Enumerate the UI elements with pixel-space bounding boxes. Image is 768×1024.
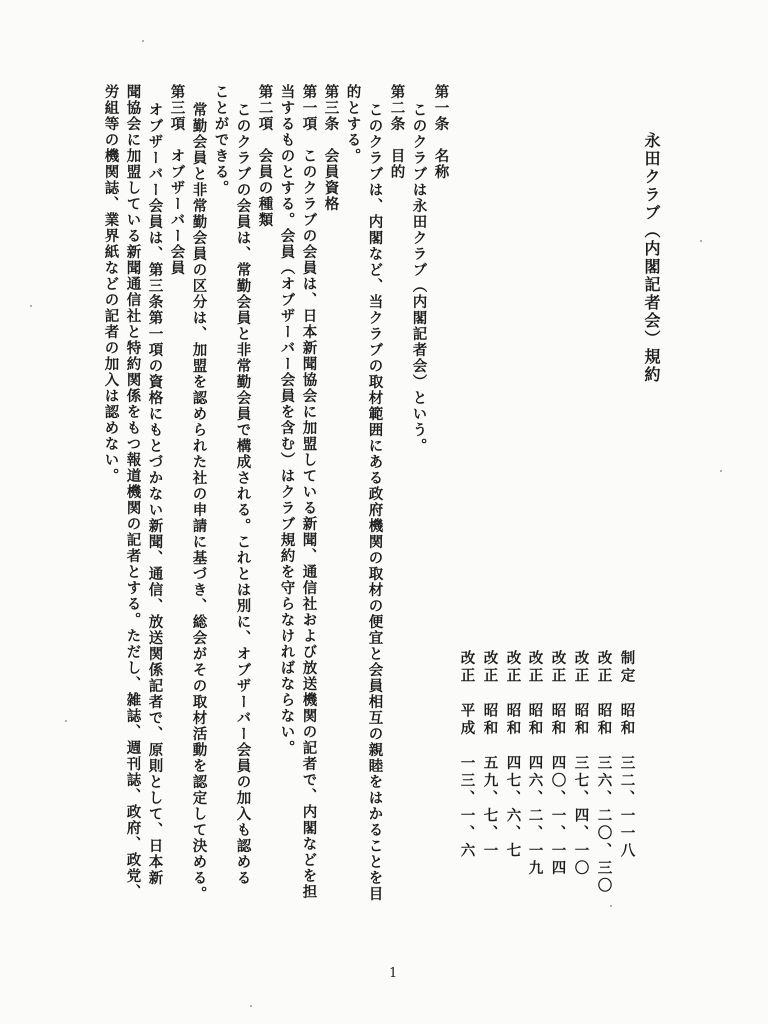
- history-label: 改正: [595, 650, 613, 685]
- history-era: 昭和: [481, 702, 499, 738]
- body-line: 労組等の機関誌、業界紙などの記者の加入は認めない。: [102, 84, 120, 484]
- history-date: 三七、四、一〇: [572, 755, 590, 878]
- history-date: 四〇、一、一四: [549, 755, 567, 878]
- article-heading: 第三条 会員資格: [322, 84, 340, 212]
- body-line: 聞協会に加盟している新聞通信社と特約関係をもつ報道機関の記者とする。ただし、雑誌、週刊誌、政府、政党、: [124, 84, 142, 900]
- history-entry: [505, 650, 520, 860]
- scan-speck: [250, 1005, 252, 1007]
- history-date: 四六、二、一九: [526, 755, 544, 878]
- body-line: 当するものとする。会員（オブザーバー会員を含む）はクラブ規約を守らなければならない。: [278, 84, 296, 756]
- body-line: 的とする。: [344, 84, 362, 164]
- history-entry: [573, 650, 588, 878]
- scan-speck: [142, 40, 144, 42]
- document-title: 永田クラブ（内閣記者会）規約: [642, 132, 661, 384]
- body-line: オブザーバー会員は、第三条第一項の資格にもとづかない新聞、通信、放送関係記者で、原則として、日本新: [146, 102, 164, 886]
- history-label: 制定: [618, 650, 636, 685]
- history-label: 改正: [549, 650, 567, 685]
- history-entry: [459, 650, 474, 860]
- history-date: 三六、二〇、三〇: [595, 755, 613, 895]
- history-label: 改正: [572, 650, 590, 685]
- history-date: 四七、六、七: [504, 755, 522, 860]
- body-line: このクラブの会員は、常勤会員と非常勤会員で構成される。これとは別に、オブザーバー会員の加入も認める: [234, 102, 252, 886]
- history-label: 改正: [504, 650, 522, 685]
- page-number: 1: [389, 966, 398, 981]
- history-date: 五九、七、一: [481, 755, 499, 860]
- history-label: 改正: [481, 650, 499, 685]
- history-entry: [596, 650, 611, 895]
- history-era: 昭和: [526, 702, 544, 738]
- scan-speck: [610, 905, 612, 907]
- history-era: 昭和: [618, 702, 636, 738]
- scan-speck: [720, 470, 722, 472]
- clause-heading: 第三項 オブザーバー会員: [168, 84, 186, 276]
- article-heading: 第二条 目的: [388, 84, 406, 180]
- history-entry: [527, 650, 542, 878]
- history-era: 平成: [458, 702, 476, 738]
- clause-heading: 第二項 会員の種類: [256, 84, 274, 228]
- clause-line: 第一項 このクラブの会員は、日本新聞協会に加盟している新聞、通信社および放送機関の記者で、内閣などを担: [300, 84, 318, 900]
- history-entry: [619, 650, 634, 860]
- body-line: ことができる。: [212, 84, 230, 196]
- history-date: 三二、一一八: [618, 755, 636, 860]
- body-line: 常勤会員と非常勤会員の区分は、加盟を認められた社の申請に基づき、総会がその取材活動を認定して決める。: [190, 102, 208, 902]
- history-era: 昭和: [595, 702, 613, 738]
- history-label: 改正: [458, 650, 476, 685]
- article-heading: 第一条 名称: [432, 84, 450, 180]
- history-label: 改正: [526, 650, 544, 685]
- history-era: 昭和: [504, 702, 522, 738]
- scan-speck: [700, 240, 702, 242]
- history-entry: [482, 650, 497, 860]
- body-line: このクラブは、内閣など、当クラブの取材範囲にある政府機関の取材の便宜と会員相互の親睦をはかることを目: [366, 102, 384, 902]
- body-line: このクラブは永田クラブ（内閣記者会）という。: [410, 102, 428, 454]
- scan-speck: [65, 720, 67, 722]
- history-era: 昭和: [549, 702, 567, 738]
- history-entry: [550, 650, 565, 878]
- history-era: 昭和: [572, 702, 590, 738]
- scan-speck: [30, 305, 32, 307]
- history-date: 一三、一、六: [458, 755, 476, 860]
